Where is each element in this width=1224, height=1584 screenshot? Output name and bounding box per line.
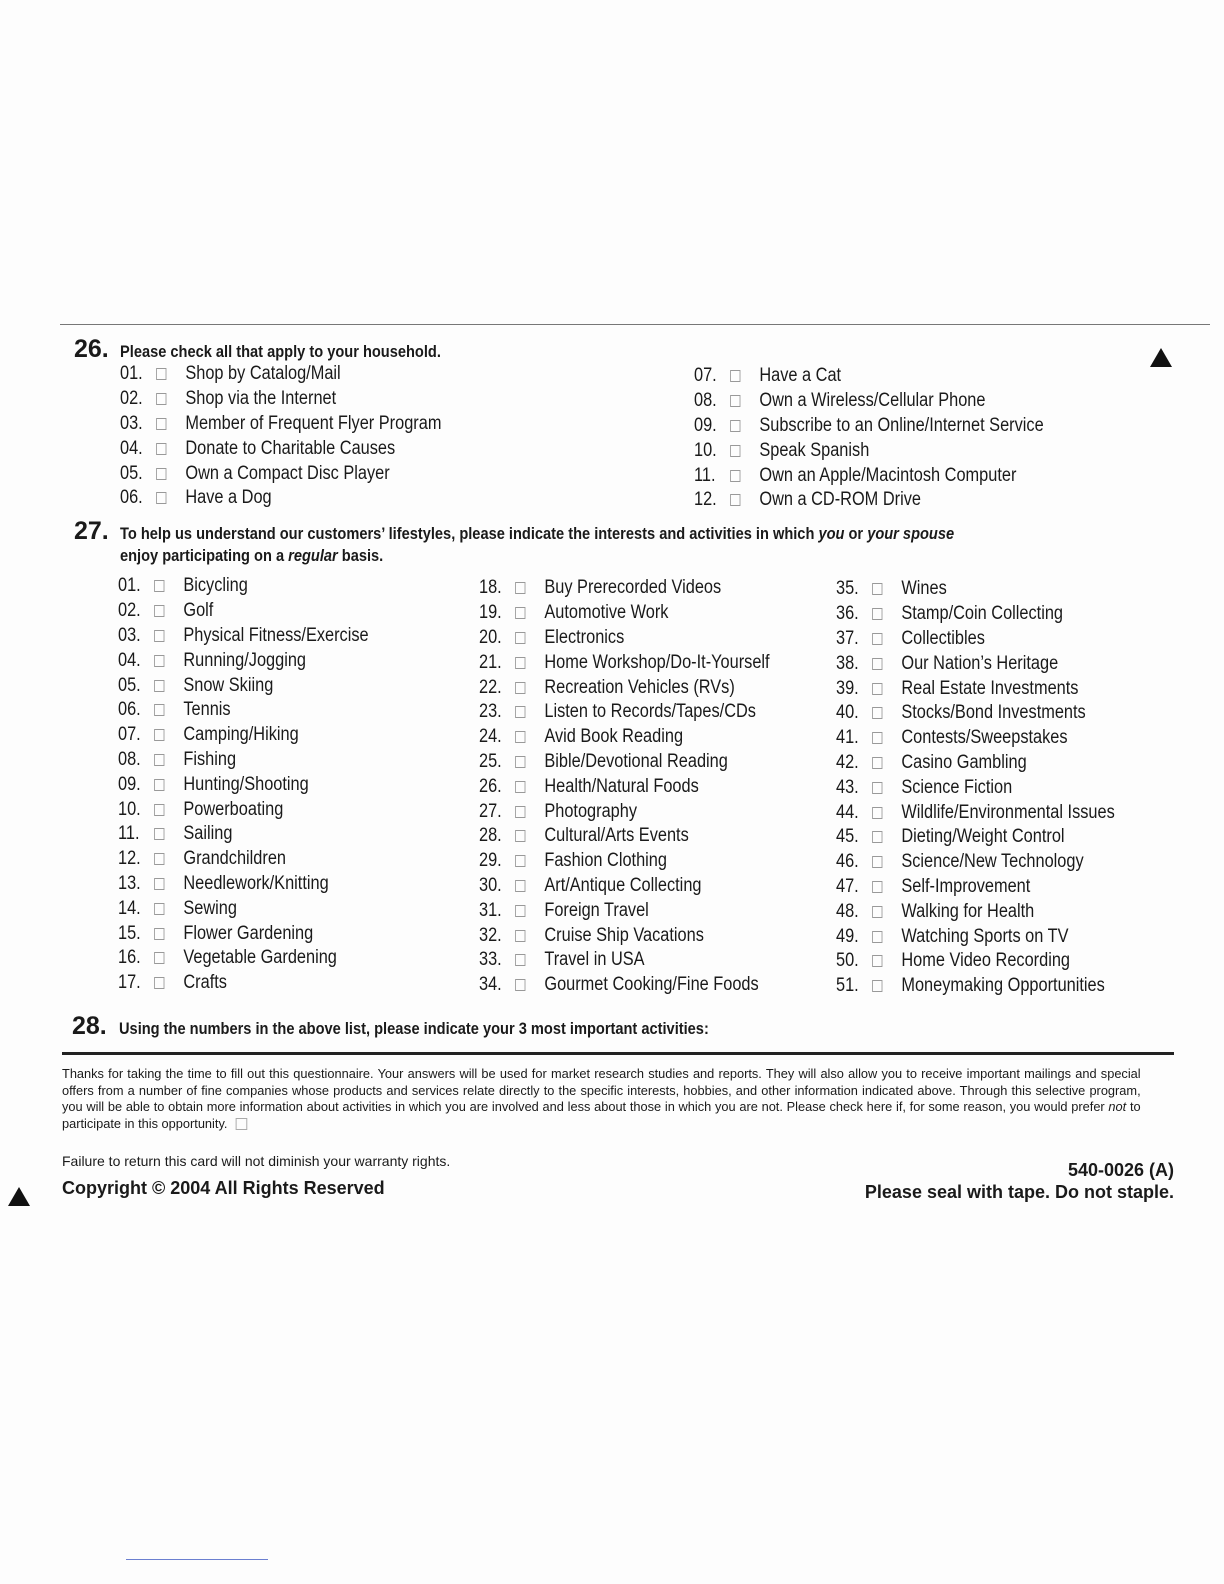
item-number: 01. [118, 575, 141, 597]
checkbox[interactable] [515, 954, 525, 966]
checkbox-item[interactable] [836, 825, 1115, 850]
checkbox-item[interactable] [479, 923, 770, 948]
scan-top-line [60, 324, 1210, 325]
checkbox[interactable] [872, 980, 882, 992]
checkbox[interactable] [156, 393, 166, 405]
item-label: Hunting/Shooting [183, 773, 309, 795]
checkbox-item[interactable] [836, 850, 1115, 875]
checkbox[interactable] [872, 881, 882, 893]
item-label: Foreign Travel [544, 899, 649, 921]
item-number: 24. [479, 726, 502, 748]
checkbox-item[interactable] [118, 599, 369, 624]
item-label: Stamp/Coin Collecting [901, 603, 1064, 625]
checkbox[interactable] [730, 494, 740, 506]
item-number: 04. [118, 649, 141, 671]
item-label: Watching Sports on TV [901, 925, 1069, 947]
checkbox[interactable] [515, 979, 525, 991]
checkbox-item[interactable] [118, 648, 369, 673]
question-26-title: Please check all that apply to your household. [120, 342, 441, 361]
item-number: 19. [479, 602, 502, 624]
item-label: Speak Spanish [759, 439, 870, 461]
checkbox-item[interactable] [836, 974, 1115, 999]
checkbox[interactable] [154, 928, 164, 940]
item-label: Needlework/Knitting [183, 872, 329, 894]
item-number: 03. [118, 624, 141, 646]
checkbox-item[interactable] [479, 948, 770, 973]
item-number: 39. [836, 677, 859, 699]
checkbox-item[interactable] [118, 772, 369, 797]
item-label: Shop via the Internet [185, 388, 337, 410]
checkbox-item[interactable] [836, 751, 1115, 776]
bottom-line [126, 1559, 268, 1560]
item-label: Flower Gardening [183, 922, 314, 944]
item-number: 34. [479, 974, 502, 996]
checkbox-item[interactable] [479, 874, 770, 899]
item-label: Cultural/Arts Events [544, 825, 689, 847]
item-number: 32. [479, 924, 502, 946]
item-label: Our Nation’s Heritage [901, 652, 1059, 674]
item-label: Science Fiction [901, 776, 1013, 798]
item-number: 14. [118, 897, 141, 919]
item-number: 12. [118, 848, 141, 870]
item-label: Recreation Vehicles (RVs) [544, 676, 735, 698]
item-number: 27. [479, 800, 502, 822]
item-label: Stocks/Bond Investments [901, 702, 1086, 724]
checkbox[interactable] [156, 418, 166, 430]
triangle-marker-icon [8, 1187, 30, 1206]
checkbox[interactable] [515, 880, 525, 892]
item-label: Art/Antique Collecting [544, 874, 702, 896]
item-label: Dieting/Weight Control [901, 826, 1065, 848]
checkbox-item[interactable] [120, 412, 441, 437]
item-label: Electronics [544, 626, 625, 648]
item-number: 30. [479, 874, 502, 896]
checkbox[interactable] [515, 706, 525, 718]
item-label: Shop by Catalog/Mail [185, 363, 341, 385]
checkbox-item[interactable] [479, 898, 770, 923]
item-number: 08. [694, 390, 717, 412]
item-number: 44. [836, 801, 859, 823]
checkbox[interactable] [154, 754, 164, 766]
checkbox[interactable] [154, 952, 164, 964]
item-label: Buy Prerecorded Videos [544, 577, 722, 599]
item-number: 42. [836, 751, 859, 773]
checkbox[interactable] [515, 930, 525, 942]
checkbox-item[interactable] [836, 577, 1115, 602]
item-number: 05. [118, 674, 141, 696]
item-label: Science/New Technology [901, 851, 1084, 873]
item-label: Casino Gambling [901, 751, 1027, 773]
item-number: 06. [118, 699, 141, 721]
seal-instruction: Please seal with tape. Do not staple. [864, 1182, 1174, 1202]
item-label: Powerboating [183, 798, 284, 820]
item-label: Golf [183, 600, 214, 622]
checkbox-item[interactable] [479, 675, 770, 700]
checkbox-item[interactable] [118, 872, 369, 897]
checkbox[interactable] [154, 779, 164, 791]
item-label: Bicycling [183, 575, 248, 597]
checkbox-item[interactable] [118, 673, 369, 698]
checkbox-item[interactable] [120, 486, 441, 511]
item-number: 06. [120, 487, 143, 509]
checkbox-item[interactable] [118, 723, 369, 748]
item-label: Listen to Records/Tapes/CDs [544, 701, 756, 723]
checkbox[interactable] [154, 903, 164, 915]
item-number: 17. [118, 972, 141, 994]
checkbox[interactable] [872, 782, 882, 794]
checkbox-item[interactable] [120, 387, 441, 412]
checkbox-item[interactable] [694, 389, 1044, 414]
item-number: 15. [118, 922, 141, 944]
item-label: Bible/Devotional Reading [544, 750, 728, 772]
checkbox-item[interactable] [836, 701, 1115, 726]
disclaimer-paragraph: Thanks for taking the time to fill out this questionnaire. Your answers will be used for market research studies and reports. They will also allow you to receive important mailings and special offers from a number of fine companies whose products and services relate directly to the specific interests, hobbies, and other information indicated above. Through this selective program, you will be able to obtain more information about activities in which you are involved and less about those in which you are not. Please check here if, for some reason, you would prefer not to participate in this opportunity. [62, 1066, 1141, 1131]
checkbox-item[interactable] [479, 601, 770, 626]
item-number: 35. [836, 578, 859, 600]
checkbox-item[interactable] [118, 748, 369, 773]
item-number: 23. [479, 701, 502, 723]
item-label: Collectibles [901, 627, 985, 649]
checkbox[interactable] [154, 878, 164, 890]
checkbox-item[interactable] [694, 488, 1044, 513]
checkbox[interactable] [154, 977, 164, 989]
checkbox-item[interactable] [479, 650, 770, 675]
checkbox[interactable] [156, 492, 166, 504]
item-number: 02. [120, 388, 143, 410]
item-label: Wildlife/Environmental Issues [901, 801, 1115, 823]
item-label: Home Workshop/Do-It-Yourself [544, 651, 770, 673]
checkbox-item[interactable] [479, 774, 770, 799]
checkbox[interactable] [730, 395, 740, 407]
checkbox[interactable] [872, 757, 882, 769]
item-number: 07. [694, 365, 717, 387]
checkbox[interactable] [515, 830, 525, 842]
checkbox[interactable] [154, 655, 164, 667]
checkbox[interactable] [872, 955, 882, 967]
checkbox[interactable] [730, 470, 740, 482]
item-number: 22. [479, 676, 502, 698]
item-label: Crafts [183, 972, 227, 994]
item-label: Have a Dog [185, 487, 272, 509]
item-label: Automotive Work [544, 602, 669, 624]
checkbox[interactable] [515, 806, 525, 818]
question-28-number: 28. [72, 1012, 107, 1040]
item-number: 33. [479, 949, 502, 971]
checkbox[interactable] [872, 807, 882, 819]
item-number: 41. [836, 727, 859, 749]
checkbox-item[interactable] [836, 627, 1115, 652]
item-label: Vegetable Gardening [183, 947, 337, 969]
checkbox[interactable] [156, 443, 166, 455]
item-number: 40. [836, 702, 859, 724]
checkbox-item[interactable] [118, 921, 369, 946]
item-label: Health/Natural Foods [544, 775, 699, 797]
checkbox-item[interactable] [118, 698, 369, 723]
checkbox[interactable] [872, 931, 882, 943]
checkbox-item[interactable] [694, 414, 1044, 439]
checkbox-item[interactable] [479, 849, 770, 874]
checkbox-item[interactable] [694, 463, 1044, 488]
checkbox[interactable] [872, 856, 882, 868]
item-label: Tennis [183, 699, 231, 721]
item-label: Wines [901, 578, 947, 600]
checkbox[interactable] [154, 704, 164, 716]
question-28-title: Using the numbers in the above list, please indicate your 3 most important activities: [119, 1019, 709, 1038]
item-number: 26. [479, 775, 502, 797]
checkbox[interactable] [872, 583, 882, 595]
item-number: 18. [479, 577, 502, 599]
q27-column-3 [836, 577, 1160, 999]
checkbox-item[interactable] [479, 799, 770, 824]
checkbox-item[interactable] [479, 700, 770, 725]
item-number: 05. [120, 462, 143, 484]
item-number: 37. [836, 627, 859, 649]
item-number: 11. [694, 464, 716, 486]
item-number: 49. [836, 925, 859, 947]
item-label: Own a Wireless/Cellular Phone [759, 390, 986, 412]
item-number: 12. [694, 489, 717, 511]
item-number: 48. [836, 900, 859, 922]
checkbox[interactable] [154, 804, 164, 816]
checkbox[interactable] [515, 607, 525, 619]
item-label: Avid Book Reading [544, 726, 684, 748]
item-number: 29. [479, 850, 502, 872]
item-number: 02. [118, 600, 141, 622]
checkbox[interactable] [515, 855, 525, 867]
checkbox-item[interactable] [836, 676, 1115, 701]
checkbox[interactable] [515, 682, 525, 694]
item-label: Grandchildren [183, 848, 286, 870]
item-label: Subscribe to an Online/Internet Service [759, 414, 1044, 436]
checkbox[interactable] [872, 707, 882, 719]
checkbox[interactable] [515, 657, 525, 669]
checkbox-item[interactable] [120, 436, 441, 461]
checkbox-item[interactable] [479, 576, 770, 601]
item-number: 46. [836, 851, 859, 873]
checkbox-item[interactable] [836, 726, 1115, 751]
checkbox-item[interactable] [836, 775, 1115, 800]
item-label: Contests/Sweepstakes [901, 727, 1068, 749]
item-number: 09. [694, 414, 717, 436]
checkbox[interactable] [515, 582, 525, 594]
question-26-number: 26. [74, 335, 109, 363]
checkbox[interactable] [872, 608, 882, 620]
q26-left-list [120, 362, 494, 511]
checkbox-item[interactable] [118, 946, 369, 971]
item-number: 31. [479, 899, 502, 921]
checkbox-item[interactable] [479, 626, 770, 651]
item-number: 21. [479, 651, 502, 673]
item-label: Travel in USA [544, 949, 645, 971]
checkbox[interactable] [730, 370, 740, 382]
checkbox[interactable] [156, 368, 166, 380]
checkbox-item[interactable] [118, 624, 369, 649]
item-number: 36. [836, 603, 859, 625]
item-number: 10. [694, 439, 717, 461]
question-27-title: To help us understand our customers’ lifestyles, please indicate the interests and activities in which you or your spouse enjoy participating on a regular basis. [120, 524, 955, 565]
checkbox[interactable] [872, 633, 882, 645]
triangle-marker-icon [1150, 348, 1172, 367]
item-label: Snow Skiing [183, 674, 274, 696]
item-label: Fishing [183, 748, 237, 770]
checkbox[interactable] [515, 756, 525, 768]
item-label: Running/Jogging [183, 649, 307, 671]
item-number: 07. [118, 724, 141, 746]
checkbox-item[interactable] [836, 949, 1115, 974]
form-code: 540-0026 (A) [1067, 1160, 1174, 1180]
item-label: Photography [544, 800, 638, 822]
checkbox-item[interactable] [479, 824, 770, 849]
checkbox-item[interactable] [118, 971, 369, 996]
checkbox[interactable] [872, 658, 882, 670]
q26-right-list [694, 364, 1101, 513]
checkbox-item[interactable] [118, 847, 369, 872]
checkbox-item[interactable] [836, 800, 1115, 825]
checkbox[interactable] [154, 580, 164, 592]
checkbox[interactable] [515, 905, 525, 917]
item-number: 08. [118, 748, 141, 770]
item-label: Donate to Charitable Causes [185, 437, 396, 459]
item-label: Fashion Clothing [544, 850, 667, 872]
checkbox[interactable] [872, 732, 882, 744]
item-number: 20. [479, 626, 502, 648]
item-number: 45. [836, 826, 859, 848]
item-number: 43. [836, 776, 859, 798]
checkbox[interactable] [154, 630, 164, 642]
item-label: Walking for Health [901, 900, 1035, 922]
checkbox[interactable] [154, 680, 164, 692]
checkbox-item[interactable] [479, 750, 770, 775]
item-number: 51. [836, 975, 859, 997]
item-number: 10. [118, 798, 141, 820]
item-number: 04. [120, 437, 143, 459]
item-label: Self-Improvement [901, 875, 1031, 897]
checkbox-item[interactable] [694, 364, 1044, 389]
copyright: Copyright © 2004 All Rights Reserved [62, 1178, 385, 1198]
opt-out-checkbox[interactable] [235, 1118, 247, 1130]
item-label: Member of Frequent Flyer Program [185, 412, 442, 434]
checkbox[interactable] [872, 831, 882, 843]
checkbox[interactable] [154, 853, 164, 865]
checkbox-item[interactable] [118, 822, 369, 847]
checkbox[interactable] [515, 632, 525, 644]
checkbox-item[interactable] [836, 651, 1115, 676]
item-label: Physical Fitness/Exercise [183, 624, 369, 646]
checkbox[interactable] [872, 683, 882, 695]
checkbox-item[interactable] [120, 362, 441, 387]
checkbox-item[interactable] [694, 438, 1044, 463]
item-number: 25. [479, 750, 502, 772]
q27-column-1 [118, 574, 409, 996]
item-number: 03. [120, 412, 143, 434]
checkbox-item[interactable] [118, 797, 369, 822]
item-label: Moneymaking Opportunities [901, 975, 1105, 997]
checkbox-item[interactable] [836, 924, 1115, 949]
item-number: 16. [118, 947, 141, 969]
checkbox[interactable] [730, 445, 740, 457]
item-number: 13. [118, 872, 141, 894]
checkbox[interactable] [154, 729, 164, 741]
checkbox-item[interactable] [836, 875, 1115, 900]
checkbox-item[interactable] [479, 725, 770, 750]
checkbox-item[interactable] [120, 461, 441, 486]
item-label: Own an Apple/Macintosh Computer [759, 464, 1017, 486]
item-number: 01. [120, 363, 143, 385]
item-label: Gourmet Cooking/Fine Foods [544, 974, 759, 996]
checkbox[interactable] [730, 420, 740, 432]
divider-rule [62, 1052, 1174, 1055]
checkbox[interactable] [872, 906, 882, 918]
checkbox-item[interactable] [118, 896, 369, 921]
checkbox-item[interactable] [118, 574, 369, 599]
item-number: 47. [836, 875, 859, 897]
item-label: Own a Compact Disc Player [185, 462, 390, 484]
item-number: 28. [479, 825, 502, 847]
item-number: 09. [118, 773, 141, 795]
checkbox[interactable] [154, 828, 164, 840]
item-label: Own a CD-ROM Drive [759, 489, 921, 511]
item-label: Camping/Hiking [183, 724, 299, 746]
item-number: 11. [118, 823, 140, 845]
checkbox-item[interactable] [836, 602, 1115, 627]
checkbox[interactable] [156, 468, 166, 480]
item-label: Sewing [183, 897, 237, 919]
item-number: 50. [836, 950, 859, 972]
warranty-note: Failure to return this card will not diminish your warranty rights. [62, 1153, 451, 1169]
checkbox[interactable] [515, 731, 525, 743]
item-label: Cruise Ship Vacations [544, 924, 704, 946]
item-label: Home Video Recording [901, 950, 1071, 972]
item-label: Real Estate Investments [901, 677, 1079, 699]
item-label: Have a Cat [759, 365, 842, 387]
checkbox-item[interactable] [836, 899, 1115, 924]
checkbox[interactable] [154, 605, 164, 617]
item-label: Sailing [183, 823, 233, 845]
checkbox-item[interactable] [479, 973, 770, 998]
q27-column-2 [479, 576, 817, 998]
checkbox[interactable] [515, 781, 525, 793]
question-27-number: 27. [74, 517, 109, 545]
item-number: 38. [836, 652, 859, 674]
